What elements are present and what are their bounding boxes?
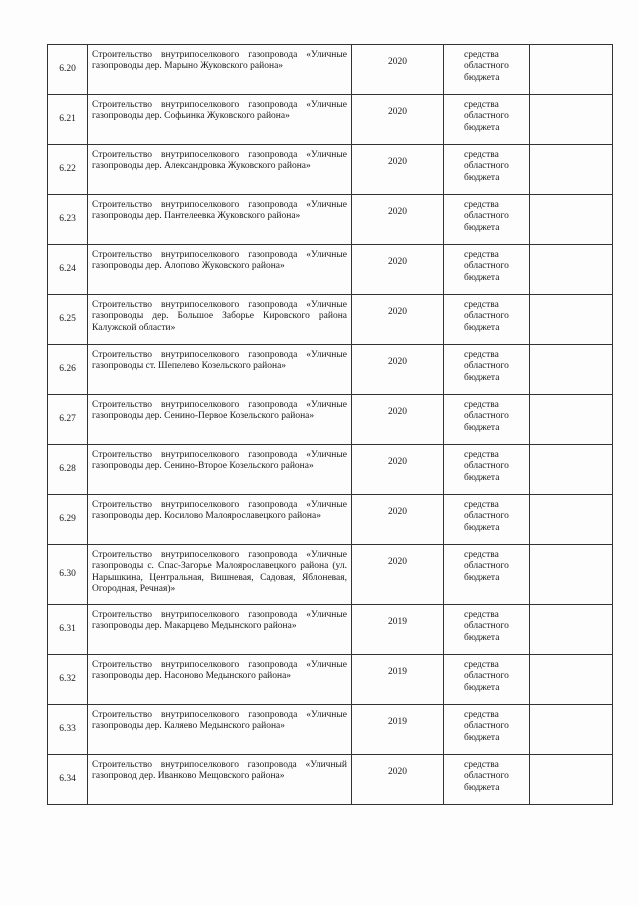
table-row [48, 605, 613, 655]
row-number [48, 755, 88, 805]
funding-source-line: бюджета [464, 682, 500, 693]
row-description-text: Строительство внутрипоселкового газопровода «Уличные газопроводы дер. Пантелеевка Жуковского района» [92, 200, 347, 222]
row-extra-column [530, 605, 613, 655]
row-description [88, 295, 352, 345]
row-year [352, 605, 444, 655]
funding-source-line: областного [464, 211, 509, 222]
funding-source-line: средства [464, 100, 499, 110]
funding-source-line: средства [464, 50, 499, 60]
row-number [48, 545, 88, 605]
row-funding-source [444, 95, 530, 145]
row-description [88, 495, 352, 545]
row-funding-source [444, 295, 530, 345]
row-number [48, 145, 88, 195]
funding-source-line: средства [464, 500, 499, 510]
row-number-text: 6.24 [59, 263, 76, 274]
row-funding-source [444, 605, 530, 655]
funding-source-line: областного [464, 261, 509, 272]
row-extra-column [530, 245, 613, 295]
funding-source-line: областного [464, 361, 509, 372]
funding-source-line: средства [464, 610, 499, 620]
row-number-text: 6.20 [59, 63, 76, 74]
row-year [352, 145, 444, 195]
row-funding-source [444, 245, 530, 295]
row-description-text: Строительство внутрипоселкового газопровода «Уличные газопроводы дер. Косилово Малоярославецкого района» [92, 500, 347, 522]
funding-source-line: средства [464, 710, 499, 720]
table-row [48, 45, 613, 95]
row-year-text: 2020 [388, 207, 407, 217]
row-funding-source [444, 705, 530, 755]
table-row [48, 345, 613, 395]
row-year-text: 2020 [388, 507, 407, 517]
row-number-text: 6.27 [59, 413, 76, 424]
funding-source-line: областного [464, 61, 509, 72]
row-number [48, 605, 88, 655]
row-number [48, 705, 88, 755]
funding-source-line: областного [464, 461, 509, 472]
funding-source-line: средства [464, 250, 499, 260]
row-number-text: 6.32 [59, 673, 76, 684]
funding-source-line: областного [464, 771, 509, 782]
funding-source-line: средства [464, 660, 499, 670]
row-number [48, 345, 88, 395]
funding-source-line: бюджета [464, 632, 500, 643]
row-year [352, 45, 444, 95]
row-description [88, 345, 352, 395]
row-funding-source [444, 45, 530, 95]
row-year-text: 2020 [388, 157, 407, 167]
row-extra-column [530, 295, 613, 345]
row-extra-column [530, 145, 613, 195]
row-extra-column [530, 195, 613, 245]
row-extra-column [530, 495, 613, 545]
row-funding-source [444, 655, 530, 705]
row-funding-source [444, 145, 530, 195]
row-description-text: Строительство внутрипоселкового газопровода «Уличные газопроводы ст. Шепелево Козельского района» [92, 350, 347, 372]
row-description-text: Строительство внутрипоселкового газопровода «Уличные газопроводы дер. Алопово Жуковского района» [92, 250, 347, 272]
row-year-text: 2020 [388, 107, 407, 117]
funding-source-line: бюджета [464, 372, 500, 383]
row-description [88, 655, 352, 705]
funding-source-line: областного [464, 411, 509, 422]
funding-source-line: бюджета [464, 732, 500, 743]
row-number [48, 495, 88, 545]
table-row [48, 95, 613, 145]
funding-source-line: бюджета [464, 222, 500, 233]
row-year [352, 395, 444, 445]
row-year-text: 2019 [388, 667, 407, 677]
table-row [48, 545, 613, 605]
row-number [48, 295, 88, 345]
funding-source-line: областного [464, 721, 509, 732]
row-year-text: 2020 [388, 57, 407, 67]
row-year-text: 2019 [388, 617, 407, 627]
funding-source-line: бюджета [464, 322, 500, 333]
funding-source-line: областного [464, 671, 509, 682]
row-number-text: 6.33 [59, 723, 76, 734]
funding-source-line: бюджета [464, 272, 500, 283]
table-row [48, 705, 613, 755]
row-year-text: 2020 [388, 557, 407, 567]
row-year [352, 755, 444, 805]
row-funding-source [444, 345, 530, 395]
row-number [48, 395, 88, 445]
row-number [48, 655, 88, 705]
row-description [88, 605, 352, 655]
row-year [352, 495, 444, 545]
row-description [88, 545, 352, 605]
row-description-text: Строительство внутрипоселкового газопровода «Уличные газопроводы дер. Большое Заборье Кировского района Калужской области» [92, 300, 347, 333]
funding-source-line: средства [464, 450, 499, 460]
row-number [48, 45, 88, 95]
row-funding-source [444, 545, 530, 605]
funding-source-line: бюджета [464, 782, 500, 793]
funding-source-line: областного [464, 511, 509, 522]
row-number [48, 95, 88, 145]
row-extra-column [530, 445, 613, 495]
funding-source-line: средства [464, 400, 499, 410]
row-number-text: 6.23 [59, 213, 76, 224]
row-description [88, 705, 352, 755]
row-description-text: Строительство внутрипоселкового газопровода «Уличные газопроводы дер. Марыно Жуковского района» [92, 50, 347, 72]
row-year [352, 655, 444, 705]
row-year [352, 295, 444, 345]
funding-source-line: средства [464, 300, 499, 310]
row-number-text: 6.29 [59, 513, 76, 524]
funding-source-line: областного [464, 561, 509, 572]
row-year [352, 95, 444, 145]
row-year-text: 2020 [388, 767, 407, 777]
row-funding-source [444, 445, 530, 495]
row-extra-column [530, 395, 613, 445]
table-row [48, 445, 613, 495]
row-number-text: 6.30 [59, 568, 76, 579]
row-extra-column [530, 545, 613, 605]
row-description [88, 95, 352, 145]
funding-source-line: средства [464, 550, 499, 560]
table-row [48, 755, 613, 805]
row-description [88, 245, 352, 295]
row-description-text: Строительство внутрипоселкового газопровода «Уличный газопровод дер. Иванково Мещовского района» [92, 760, 347, 782]
row-year [352, 445, 444, 495]
row-description [88, 755, 352, 805]
funding-source-line: областного [464, 111, 509, 122]
table-row [48, 145, 613, 195]
row-number-text: 6.25 [59, 313, 76, 324]
row-extra-column [530, 705, 613, 755]
funding-source-line: областного [464, 621, 509, 632]
row-number-text: 6.28 [59, 463, 76, 474]
row-number [48, 245, 88, 295]
row-description-text: Строительство внутрипоселкового газопровода «Уличные газопроводы дер. Каляево Медынского района» [92, 710, 347, 732]
row-year-text: 2019 [388, 717, 407, 727]
row-year [352, 545, 444, 605]
funding-source-line: бюджета [464, 72, 500, 83]
row-extra-column [530, 755, 613, 805]
row-description-text: Строительство внутрипоселкового газопровода «Уличные газопроводы дер. Александровка Жуковского района» [92, 150, 347, 172]
table-row [48, 655, 613, 705]
funding-source-line: бюджета [464, 422, 500, 433]
row-number-text: 6.26 [59, 363, 76, 374]
row-funding-source [444, 755, 530, 805]
row-extra-column [530, 655, 613, 705]
funding-source-line: средства [464, 200, 499, 210]
row-funding-source [444, 395, 530, 445]
row-number-text: 6.31 [59, 623, 76, 634]
row-extra-column [530, 95, 613, 145]
funding-source-line: средства [464, 760, 499, 770]
funding-source-line: бюджета [464, 172, 500, 183]
table-body [48, 45, 613, 805]
row-year-text: 2020 [388, 357, 407, 367]
row-description [88, 395, 352, 445]
table-row [48, 395, 613, 445]
row-year-text: 2020 [388, 257, 407, 267]
row-number-text: 6.21 [59, 113, 76, 124]
row-description [88, 45, 352, 95]
row-description-text: Строительство внутрипоселкового газопровода «Уличные газопроводы дер. Софьинка Жуковского района» [92, 100, 347, 122]
row-year [352, 705, 444, 755]
row-number [48, 195, 88, 245]
funding-source-line: бюджета [464, 122, 500, 133]
funding-source-line: бюджета [464, 572, 500, 583]
row-year-text: 2020 [388, 457, 407, 467]
row-description-text: Строительство внутрипоселкового газопровода «Уличные газопроводы дер. Сенино-Первое Козельского района» [92, 400, 347, 422]
table-row [48, 495, 613, 545]
row-year [352, 345, 444, 395]
row-number-text: 6.22 [59, 163, 76, 174]
table-row [48, 295, 613, 345]
funding-source-line: средства [464, 150, 499, 160]
table-row [48, 195, 613, 245]
funding-source-line: бюджета [464, 522, 500, 533]
row-year-text: 2020 [388, 307, 407, 317]
row-funding-source [444, 195, 530, 245]
row-description-text: Строительство внутрипоселкового газопровода «Уличные газопроводы дер. Насоново Медынского района» [92, 660, 347, 682]
project-table [47, 44, 613, 805]
row-year-text: 2020 [388, 407, 407, 417]
row-description-text: Строительство внутрипоселкового газопровода «Уличные газопроводы с. Спас-Загорье Малоярославецкого района (ул. Нарышкина, Центральная, Вишневая, Садовая, Яблоневая, Огородная, Речная)» [92, 550, 347, 595]
row-description [88, 145, 352, 195]
table-row [48, 245, 613, 295]
row-number-text: 6.34 [59, 773, 76, 784]
funding-source-line: областного [464, 161, 509, 172]
row-year [352, 245, 444, 295]
row-funding-source [444, 495, 530, 545]
row-description [88, 445, 352, 495]
funding-source-line: бюджета [464, 472, 500, 483]
row-description [88, 195, 352, 245]
funding-source-line: средства [464, 350, 499, 360]
row-number [48, 445, 88, 495]
row-year [352, 195, 444, 245]
row-description-text: Строительство внутрипоселкового газопровода «Уличные газопроводы дер. Макарцево Медынского района» [92, 610, 347, 632]
funding-source-line: областного [464, 311, 509, 322]
row-extra-column [530, 345, 613, 395]
row-description-text: Строительство внутрипоселкового газопровода «Уличные газопроводы дер. Сенино-Второе Козельского района» [92, 450, 347, 472]
row-extra-column [530, 45, 613, 95]
